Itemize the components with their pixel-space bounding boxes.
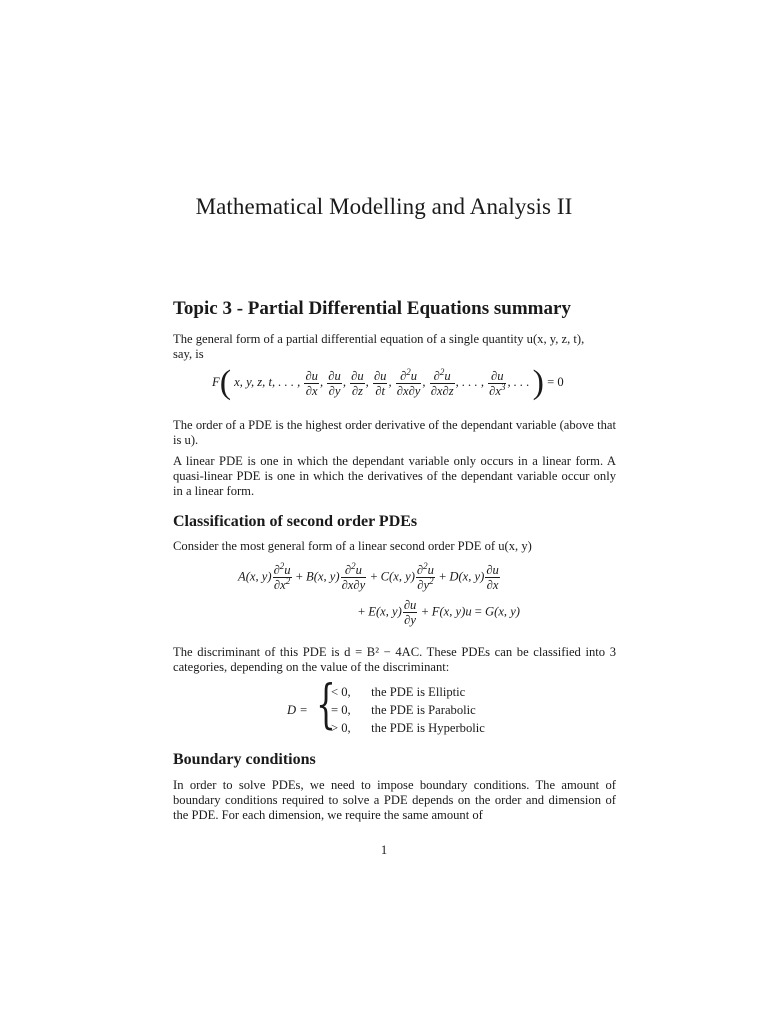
case-elliptic [331,685,465,700]
classification-intro: Consider the most general form of a linear second order PDE of u(x, y) [173,539,532,553]
cases-brace: { [316,675,336,735]
intro-paragraph [173,332,616,362]
case-label: the PDE is Parabolic [371,703,476,717]
order-paragraph: The order of a PDE is the highest order derivative of the dependant variable (above that is u). [173,418,616,447]
case-condition: < 0, [331,685,351,699]
intro-line-2: say, is [173,347,204,361]
second-order-pde-line-2: + E(x, y) $\frac{\partial u}{\partial y}$ + F(x, y)u = G(x, y) [358,598,520,627]
case-label: the PDE is Hyperbolic [371,721,485,735]
intro-line-1: The general form of a partial differential equation of a single quantity u(x, y, z, t), [173,332,585,346]
section-title: Topic 3 - Partial Differential Equations summary [173,298,571,319]
document-title: Mathematical Modelling and Analysis II [195,194,573,219]
boundary-paragraph: In order to solve PDEs, we need to impose boundary conditions. The amount of boundary conditions required to solve a PDE depends on the order and dimension of the PDE. For each dimension, we require the same amount of [173,778,616,822]
cases-lhs: D = [287,703,308,717]
boundary-heading: Boundary conditions [173,751,316,768]
general-pde-equation: F( x, y, z, t, . . . , $\frac{\partial u}{\partial x}$ , $\frac{\partial u}{\partial y}$ , $\frac{\partial u}{\partial z}$ , $\frac{\partial u}{\partial t}$ , $\frac{\partial^2u}{\partial x\partial y}$ , $\frac{\partial^2u}{\partial x\partial z}$ , . . . , $\frac{\partial u}{\partial x^3}$ , . . . ) = 0 [212,364,564,401]
second-order-pde-line-1: A(x, y) $\frac{\partial^2u}{\partial x^2}$ + B(x, y) $\frac{\partial^2u}{\partial x\partial y}$ + C(x, y) $\frac{\partial^2u}{\partial y^2}$ + D(x, y) $\frac{\partial u}{\partial x}$ [238,560,499,592]
case-condition: > 0, [331,721,351,735]
page-number: 1 [380,843,388,857]
case-hyperbolic [331,721,485,736]
case-label: the PDE is Elliptic [371,685,466,699]
linear-paragraph: A linear PDE is one in which the dependant variable only occurs in a linear form. A quasi-linear PDE is one in which the derivatives of the dependant variable occur only in a linear form. [173,454,616,498]
classification-heading: Classification of second order PDEs [173,513,418,530]
case-parabolic [331,703,476,718]
case-condition: = 0, [331,703,351,717]
discriminant-paragraph: The discriminant of this PDE is d = B² − 4AC. These PDEs can be classified into 3 categories, depending on the value of the discriminant: [173,645,616,674]
